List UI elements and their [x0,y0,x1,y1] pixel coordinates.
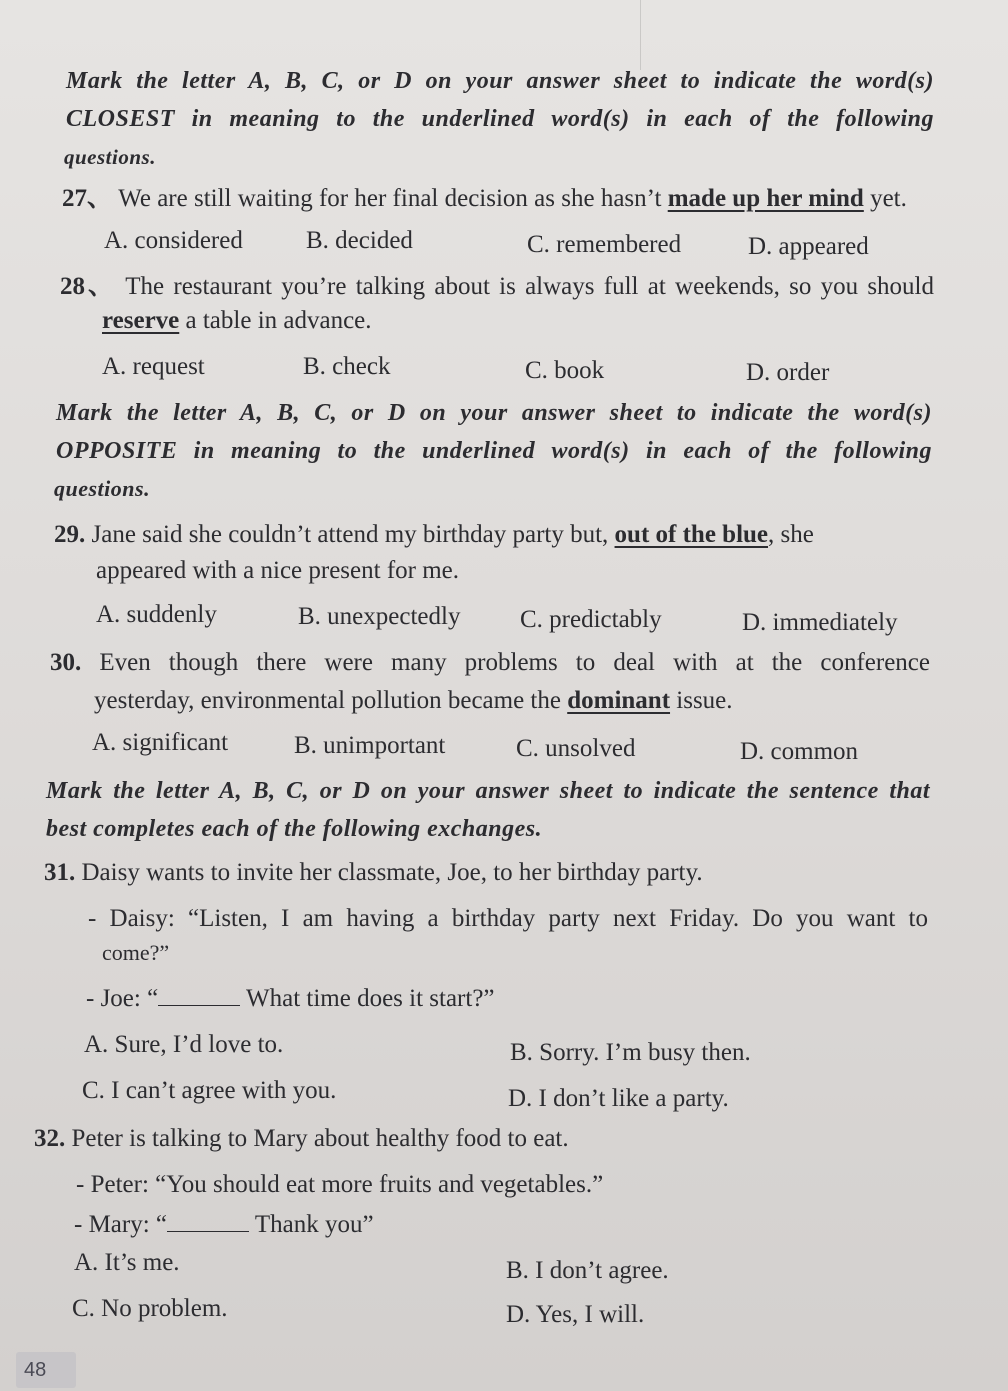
q31-option-d: D. I don’t like a party. [508,1085,729,1112]
q31-option-c: C. I can’t agree with you. [82,1077,337,1104]
q29-option-d: D. immediately [742,609,898,636]
speaker-prefix: - Mary: “ [74,1211,168,1238]
exchanges-instruction-line-2: best completes each of the following exchanges. [46,816,543,842]
question-27 [62,184,907,214]
reply-text: Thank you” [249,1211,374,1238]
question-29-line-2: appeared with a nice present for me. [96,557,460,584]
q31-joe-line [86,984,495,1014]
q28-option-a: A. request [102,353,205,380]
reply-text: What time does it start?” [240,985,495,1012]
q32-option-c: C. No problem. [72,1295,228,1322]
q27-option-d: D. appeared [748,233,869,260]
question-number: 28、 [60,273,117,300]
q31-daisy-line-1: - Daisy: “Listen, I am having a birthday party next Friday. Do you want to [88,905,928,932]
q29-option-c: C. predictably [520,606,662,633]
closest-instruction-line-3: questions. [64,145,156,169]
question-29-line-1 [54,520,814,550]
underlined-phrase: made up her mind [667,185,864,212]
q31-daisy-line-2: come?” [102,940,170,965]
underlined-phrase: reserve [102,307,180,334]
question-text: issue. [670,687,733,714]
question-number: 30. [50,649,82,676]
q30-option-d: D. common [740,738,859,765]
exchanges-instruction-line-1: Mark the letter A, B, C, or D on your answer sheet to indicate the sentence that [46,778,930,804]
question-text: We are still waiting for her final decision as she hasn’t [118,185,668,212]
page-number: 48 [16,1352,76,1388]
q27-option-c: C. remembered [527,231,682,258]
opposite-instruction-line-3: questions. [54,476,151,501]
q29-option-b: B. unexpectedly [298,603,461,630]
speaker-prefix: - Joe: “ [86,985,159,1012]
answer-blank [167,1211,249,1232]
q31-option-b: B. Sorry. I’m busy then. [510,1039,751,1066]
answer-blank [158,985,240,1006]
question-28-line-2 [102,306,372,336]
question-30-line-1 [50,648,930,678]
question-text: yet. [863,185,907,212]
question-text: The restaurant you’re talking about is always full at weekends, so you should [125,273,934,300]
q30-option-b: B. unimportant [294,732,446,759]
question-31-stem [44,858,703,888]
question-text: Daisy wants to invite her classmate, Joe, to her birthday party. [81,859,703,886]
q32-option-a: A. It’s me. [74,1249,180,1276]
opposite-instruction-line-1: Mark the letter A, B, C, or D on your answer sheet to indicate the word(s) [56,400,932,426]
question-number: 27、 [62,185,113,212]
question-text: a table in advance. [179,307,372,334]
closest-instruction-line-2: CLOSEST in meaning to the underlined word(s) in each of the following [66,106,934,132]
question-text: , she [768,521,814,548]
question-number: 31. [44,859,76,886]
question-text: yesterday, environmental pollution became the [94,687,568,714]
q28-option-d: D. order [746,359,830,386]
question-32-stem [34,1124,569,1154]
closest-instruction-line-1: Mark the letter A, B, C, or D on your answer sheet to indicate the word(s) [66,68,934,94]
q32-option-d: D. Yes, I will. [506,1301,645,1328]
q28-option-b: B. check [303,353,391,380]
q31-option-a: A. Sure, I’d love to. [84,1031,284,1058]
question-text: Jane said she couldn’t attend my birthday party but, [91,521,615,548]
question-number: 29. [54,521,86,548]
question-text: Even though there were many problems to deal with at the conference [99,649,930,676]
q30-option-a: A. significant [92,729,229,756]
q28-option-c: C. book [525,357,605,384]
question-28-line-1 [60,272,934,302]
q32-peter-line: - Peter: “You should eat more fruits and vegetables.” [76,1171,604,1198]
q27-option-b: B. decided [306,227,413,254]
underlined-phrase: dominant [567,687,671,714]
question-30-line-2 [94,686,733,716]
opposite-instruction-line-2: OPPOSITE in meaning to the underlined word(s) in each of the following [56,438,932,464]
q27-option-a: A. considered [104,227,243,254]
underlined-phrase: out of the blue [614,521,769,548]
q30-option-c: C. unsolved [516,735,636,762]
question-number: 32. [34,1125,66,1152]
q32-option-b: B. I don’t agree. [506,1257,669,1284]
q29-option-a: A. suddenly [96,601,217,628]
question-text: Peter is talking to Mary about healthy food to eat. [71,1125,569,1152]
q32-mary-line [74,1210,374,1240]
